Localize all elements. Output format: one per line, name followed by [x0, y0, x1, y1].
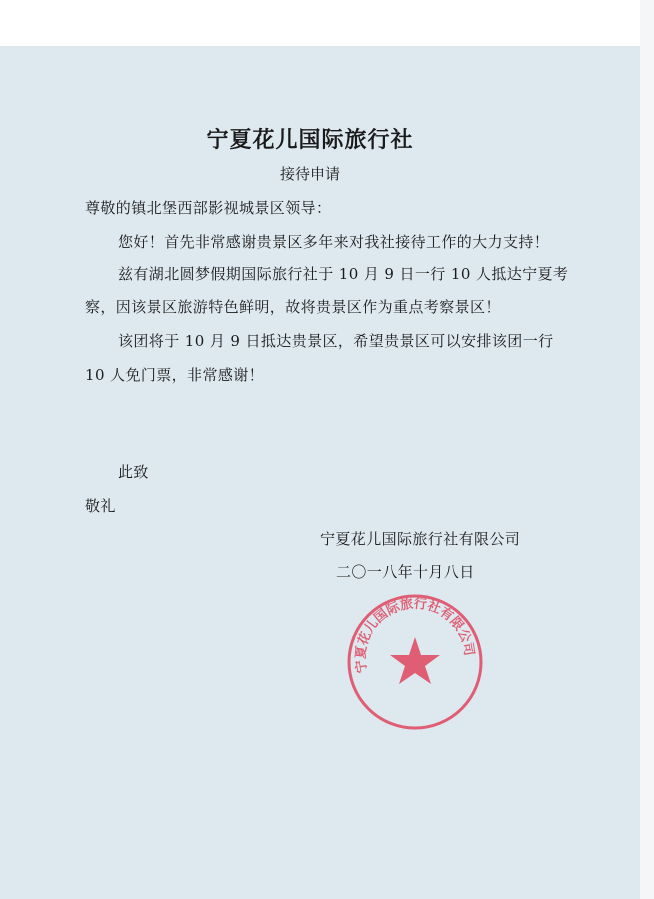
letterhead-title: 宁夏花儿国际旅行社	[206, 128, 414, 153]
paragraph-line: 察，因该景区旅游特色鲜明，故将贵景区作为重点考察景区！	[85, 298, 501, 316]
seal-star-icon	[390, 637, 440, 684]
scan-edge	[640, 0, 654, 899]
closing-jingli: 敬礼	[85, 497, 116, 515]
company-seal	[345, 592, 485, 732]
paragraph-line: 10 人免门票，非常感谢！	[85, 366, 265, 384]
salutation: 尊敬的镇北堡西部影视城景区领导：	[85, 199, 332, 217]
document-subtitle: 接待申请	[279, 165, 340, 183]
paragraph-line: 该团将于 10 月 9 日抵达贵景区，希望贵景区可以安排该团一行	[118, 332, 554, 350]
signature-company: 宁夏花儿国际旅行社有限公司	[320, 530, 521, 548]
paragraph-line: 兹有湖北圆梦假期国际旅行社于 10 月 9 日一行 10 人抵达宁夏考	[118, 265, 569, 283]
seal-text: 宁夏花儿国际旅行社有限公司	[353, 596, 477, 674]
closing-cizhi: 此致	[118, 463, 149, 481]
paragraph-line: 您好！首先非常感谢贵景区多年来对我社接待工作的大力支持！	[118, 233, 550, 251]
signature-date: 二〇一八年十月八日	[336, 563, 475, 581]
